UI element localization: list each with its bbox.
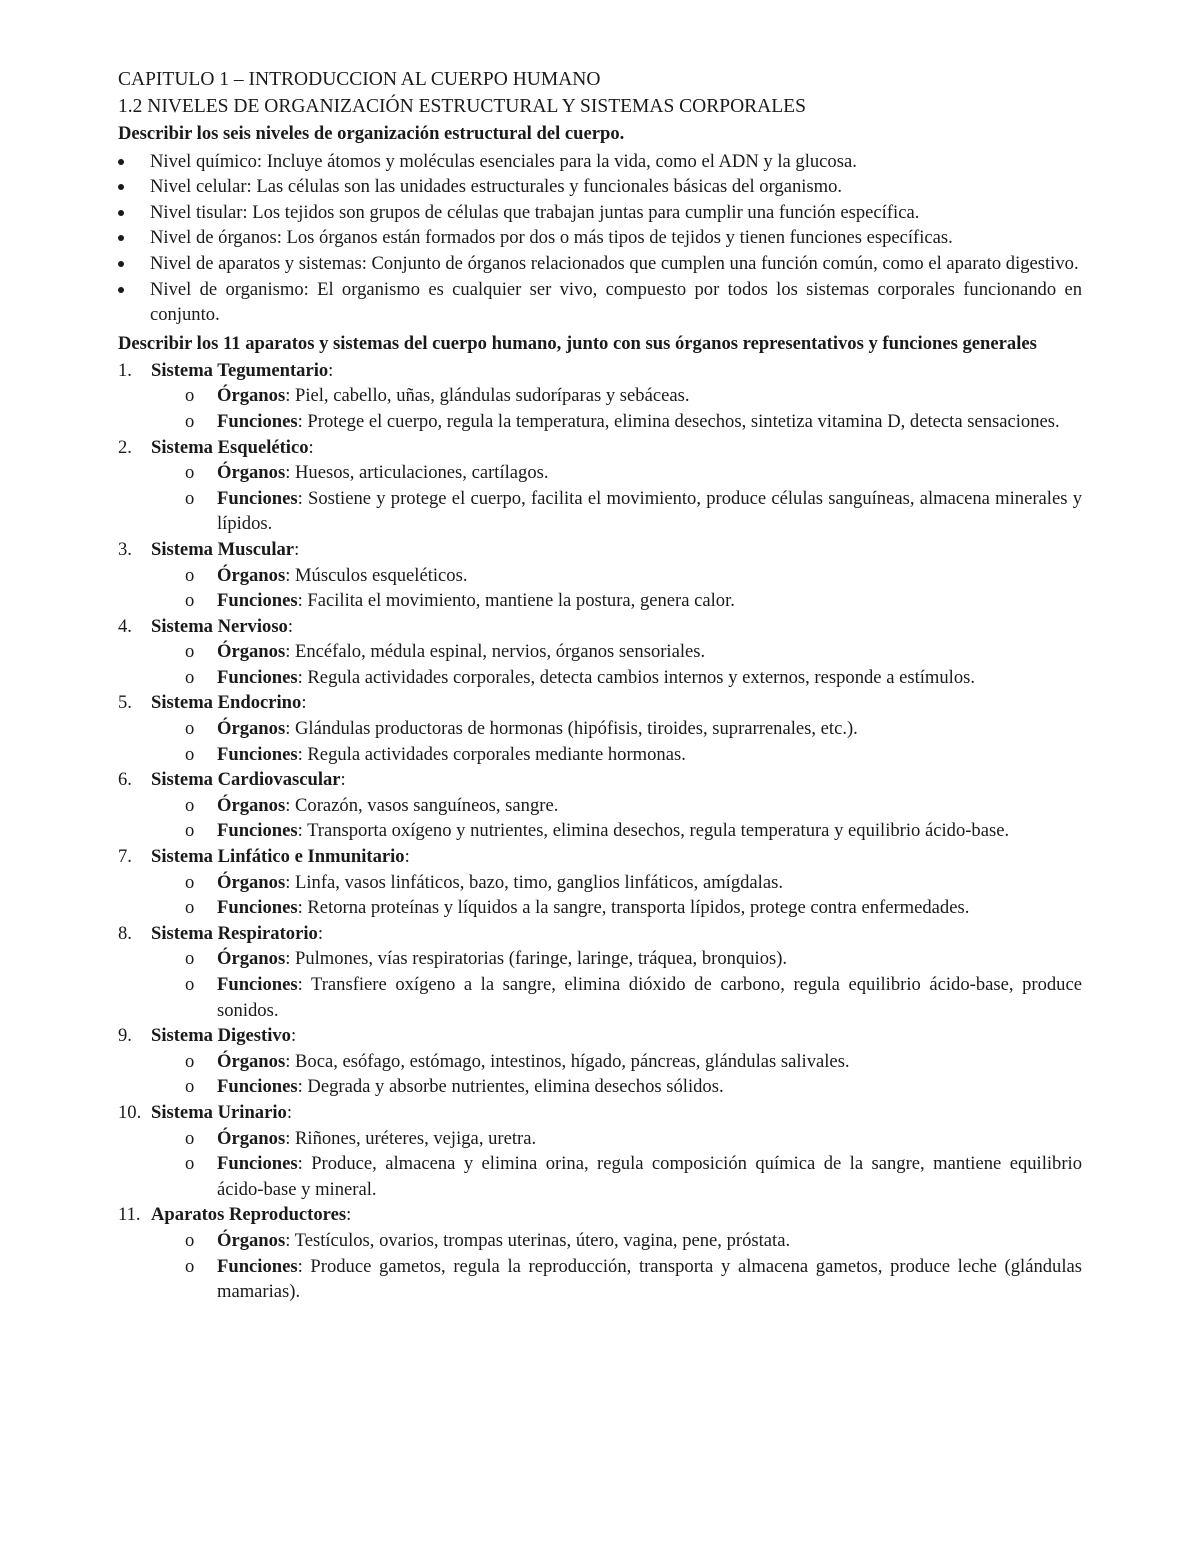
circle-bullet-icon: o <box>185 1127 195 1149</box>
item-number: 1. <box>118 359 132 381</box>
bullet-icon <box>118 159 124 165</box>
organs-line: o Órganos: Huesos, articulaciones, cartílagos. <box>151 460 1082 486</box>
bullet-icon <box>118 287 124 293</box>
circle-bullet-icon: o <box>185 1076 195 1098</box>
list-item: Nivel de organismo: El organismo es cualquier ser vivo, compuesto por todos los sistemas corporales funcionando en conjunto. <box>118 277 1082 328</box>
circle-bullet-icon: o <box>185 666 195 688</box>
circle-bullet-icon: o <box>185 794 195 816</box>
system-item: 3. Sistema Muscular: o Órganos: Músculos esqueléticos. o Funciones: Facilita el movimiento, mantiene la postura, genera calor. <box>118 537 1082 614</box>
circle-bullet-icon: o <box>185 1050 195 1072</box>
list-item: Nivel celular: Las células son las unidades estructurales y funcionales básicas del organismo. <box>118 174 1082 200</box>
system-name: Sistema Esquelético <box>151 436 309 458</box>
circle-bullet-icon: o <box>185 1153 195 1175</box>
functions-line: o Funciones: Protege el cuerpo, regula la temperatura, elimina desechos, sintetiza vitamina D, detecta sensaciones. <box>151 409 1082 435</box>
systems-list <box>118 358 1082 1305</box>
system-item: 8. Sistema Respiratorio: o Órganos: Pulmones, vías respiratorias (faringe, laringe, tráquea, bronquios). o Funciones: Transfiere oxígeno a la sangre, elimina dióxido de carbono, regula equilibrio ácido-base, produce sonidos. <box>118 921 1082 1023</box>
functions-line: o Funciones: Sostiene y protege el cuerpo, facilita el movimiento, produce células sanguíneas, almacena minerales y lípidos. <box>185 487 1082 535</box>
list-item: Nivel químico: Incluye átomos y moléculas esenciales para la vida, como el ADN y la glucosa. <box>118 149 1082 175</box>
system-name: Sistema Linfático e Inmunitario <box>151 846 405 868</box>
circle-bullet-icon: o <box>185 462 195 484</box>
organs-line: o Órganos: Boca, esófago, estómago, intestinos, hígado, páncreas, glándulas salivales. <box>151 1049 1082 1075</box>
functions-line: o Funciones: Regula actividades corporales, detecta cambios internos y externos, responde a estímulos. <box>151 665 1082 691</box>
system-item: 1. Sistema Tegumentario: o Órganos: Piel, cabello, uñas, glándulas sudoríparas y sebáceas. o Funciones: Protege el cuerpo, regula la temperatura, elimina desechos, sintetiza vitamina D, detecta sensaciones. <box>118 358 1082 435</box>
item-number: 5. <box>118 692 132 714</box>
system-name: Sistema Endocrino <box>151 692 302 714</box>
list-item: Nivel de órganos: Los órganos están formados por dos o más tipos de tejidos y tienen funciones específicas. <box>118 225 1082 251</box>
functions-line: o Funciones: Regula actividades corporales mediante hormonas. <box>151 742 1082 768</box>
system-name: Sistema Tegumentario <box>151 359 329 381</box>
circle-bullet-icon: o <box>185 410 195 432</box>
circle-bullet-icon: o <box>185 385 195 407</box>
organs-line: o Órganos: Piel, cabello, uñas, glándulas sudoríparas y sebáceas. <box>151 383 1082 409</box>
item-number: 3. <box>118 538 132 560</box>
system-name: Sistema Respiratorio <box>151 922 318 944</box>
item-number: 6. <box>118 769 132 791</box>
list-item: Nivel de aparatos y sistemas: Conjunto de órganos relacionados que cumplen una función común, como el aparato digestivo. <box>118 251 1082 277</box>
organs-line: o Órganos: Glándulas productoras de hormonas (hipófisis, tiroides, suprarrenales, etc.). <box>151 716 1082 742</box>
system-item: 5. Sistema Endocrino: o Órganos: Glándulas productoras de hormonas (hipófisis, tiroides, suprarrenales, etc.). o Funciones: Regula actividades corporales mediante hormonas. <box>118 690 1082 767</box>
item-number: 7. <box>118 846 132 868</box>
functions-line: o Funciones: Facilita el movimiento, mantiene la postura, genera calor. <box>151 588 1082 614</box>
levels-heading: Describir los seis niveles de organización estructural del cuerpo. <box>118 123 625 144</box>
organs-line: o Órganos: Pulmones, vías respiratorias (faringe, laringe, tráquea, bronquios). <box>151 946 1082 972</box>
functions-line: o Funciones: Transporta oxígeno y nutrientes, elimina desechos, regula temperatura y equilibrio ácido-base. <box>151 818 1082 844</box>
bullet-icon <box>118 261 124 267</box>
circle-bullet-icon: o <box>185 1255 195 1277</box>
functions-line: o Funciones: Retorna proteínas y líquidos a la sangre, transporta lípidos, protege contra enfermedades. <box>151 895 1082 921</box>
system-item: 9. Sistema Digestivo: o Órganos: Boca, esófago, estómago, intestinos, hígado, páncreas, glándulas salivales. o Funciones: Degrada y absorbe nutrientes, elimina desechos sólidos. <box>118 1023 1082 1100</box>
system-name: Sistema Cardiovascular <box>151 769 341 791</box>
organs-line: o Órganos: Músculos esqueléticos. <box>151 563 1082 589</box>
item-number: 8. <box>118 922 132 944</box>
organs-line: o Órganos: Linfa, vasos linfáticos, bazo, timo, ganglios linfáticos, amígdalas. <box>151 870 1082 896</box>
item-number: 2. <box>118 436 132 458</box>
circle-bullet-icon: o <box>185 871 195 893</box>
system-name: Sistema Digestivo <box>151 1025 291 1047</box>
system-item: 6. Sistema Cardiovascular: o Órganos: Corazón, vasos sanguíneos, sangre. o Funciones: Transporta oxígeno y nutrientes, elimina desechos, regula temperatura y equilibrio ácido-base. <box>118 767 1082 844</box>
functions-line: o Funciones: Degrada y absorbe nutrientes, elimina desechos sólidos. <box>151 1074 1082 1100</box>
system-item: 7. Sistema Linfático e Inmunitario: o Órganos: Linfa, vasos linfáticos, bazo, timo, ganglios linfáticos, amígdalas. o Funciones: Retorna proteínas y líquidos a la sangre, transporta lípidos, protege contra enfermedades. <box>118 844 1082 921</box>
bullet-icon <box>118 184 124 190</box>
circle-bullet-icon: o <box>185 743 195 765</box>
functions-line: o Funciones: Produce gametos, regula la reproducción, transporta y almacena gametos, produce leche (glándulas mamarias). <box>185 1255 1082 1303</box>
circle-bullet-icon: o <box>185 590 195 612</box>
organs-line: o Órganos: Riñones, uréteres, vejiga, uretra. <box>151 1126 1082 1152</box>
document-page <box>118 66 1082 1305</box>
circle-bullet-icon: o <box>185 641 195 663</box>
system-item: 4. Sistema Nervioso: o Órganos: Encéfalo, médula espinal, nervios, órganos sensoriales. o Funciones: Regula actividades corporales, detecta cambios internos y externos, responde a estímulos. <box>118 614 1082 691</box>
section-title: 1.2 NIVELES DE ORGANIZACIÓN ESTRUCTURAL Y SISTEMAS CORPORALES <box>118 96 806 117</box>
item-number: 10. <box>118 1101 142 1123</box>
functions-line: o Funciones: Transfiere oxígeno a la sangre, elimina dióxido de carbono, regula equilibrio ácido-base, produce sonidos. <box>185 974 1082 1021</box>
organs-line: o Órganos: Encéfalo, médula espinal, nervios, órganos sensoriales. <box>151 639 1082 665</box>
circle-bullet-icon: o <box>185 820 195 842</box>
circle-bullet-icon: o <box>185 974 195 995</box>
item-number: 11. <box>118 1204 141 1226</box>
system-item: 10. Sistema Urinario: o Órganos: Riñones, uréteres, vejiga, uretra. o Funciones: Produce, almacena y elimina orina, regula composición química de la sangre, mantiene equilibrio ácido-base y mineral. <box>118 1100 1082 1202</box>
item-number: 4. <box>118 615 132 637</box>
system-name: Sistema Urinario <box>151 1101 287 1123</box>
circle-bullet-icon: o <box>185 1229 195 1251</box>
system-item: 2. Sistema Esquelético: o Órganos: Huesos, articulaciones, cartílagos. o Funciones: Sostiene y protege el cuerpo, facilita el movimiento, produce células sanguíneas, almacena minerales y lípidos. <box>118 435 1082 537</box>
system-item: 11. Aparatos Reproductores: o Órganos: Testículos, ovarios, trompas uterinas, útero, vagina, pene, próstata. o Funciones: Produce gametos, regula la reproducción, transporta y almacena gametos, produce leche (glándulas mamarias). <box>118 1202 1082 1304</box>
system-name: Aparatos Reproductores <box>151 1204 347 1226</box>
organs-line: o Órganos: Testículos, ovarios, trompas uterinas, útero, vagina, pene, próstata. <box>151 1228 1082 1254</box>
circle-bullet-icon: o <box>185 487 195 509</box>
circle-bullet-icon: o <box>185 718 195 740</box>
system-name: Sistema Muscular <box>151 538 295 560</box>
system-name: Sistema Nervioso <box>151 615 288 637</box>
item-number: 9. <box>118 1025 132 1047</box>
levels-list <box>118 149 1082 328</box>
functions-line: o Funciones: Produce, almacena y elimina orina, regula composición química de la sangre, mantiene equilibrio ácido-base y mineral. <box>185 1153 1082 1200</box>
bullet-icon <box>118 235 124 241</box>
bullet-icon <box>118 210 124 216</box>
organs-line: o Órganos: Corazón, vasos sanguíneos, sangre. <box>151 793 1082 819</box>
circle-bullet-icon: o <box>185 564 195 586</box>
chapter-title: CAPITULO 1 – INTRODUCCION AL CUERPO HUMANO <box>118 69 601 90</box>
circle-bullet-icon: o <box>185 897 195 919</box>
circle-bullet-icon: o <box>185 948 195 970</box>
systems-heading: Describir los 11 aparatos y sistemas del cuerpo humano, junto con sus órganos representativos y funciones generales <box>118 332 1037 354</box>
list-item: Nivel tisular: Los tejidos son grupos de células que trabajan juntas para cumplir una función específica. <box>118 200 1082 226</box>
